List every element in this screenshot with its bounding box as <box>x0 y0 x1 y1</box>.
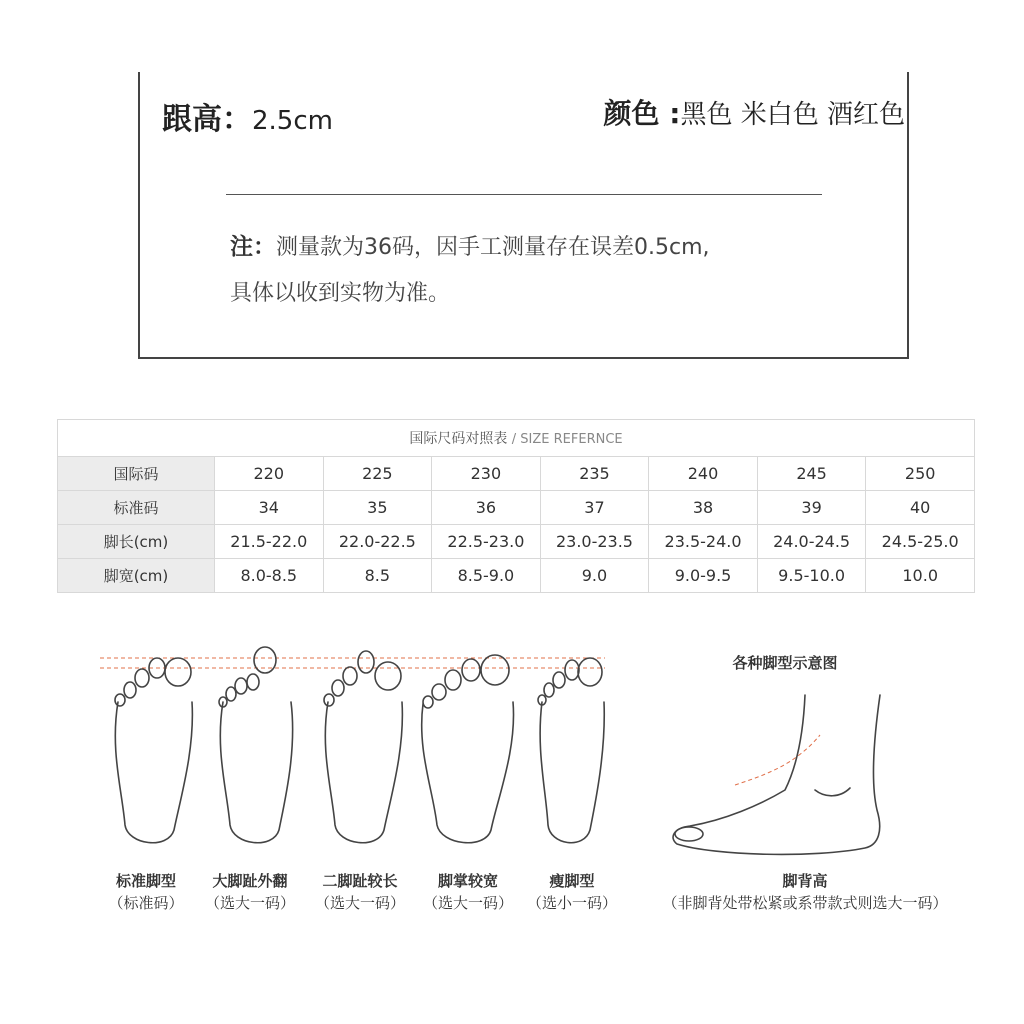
table-cell: 24.5-25.0 <box>866 525 975 559</box>
foot-type-advice: （选小一码） <box>526 894 617 912</box>
row-label: 国际码 <box>58 457 215 491</box>
foot-wide-icon <box>422 655 514 843</box>
size-table-title-cn: 国际尺码对照表 <box>409 431 508 447</box>
table-cell: 250 <box>866 457 975 491</box>
table-row-intl-size <box>58 457 975 491</box>
table-cell: 220 <box>215 457 324 491</box>
table-cell: 38 <box>649 491 758 525</box>
foot-type-name: 瘦脚型 <box>549 872 595 890</box>
row-label: 标准码 <box>58 491 215 525</box>
table-cell: 23.0-23.5 <box>540 525 649 559</box>
table-row-foot-length <box>58 525 975 559</box>
foot-standard-icon <box>115 658 192 843</box>
table-cell: 36 <box>432 491 541 525</box>
foot-type-name: 脚掌较宽 <box>437 872 498 890</box>
note-line-1: 测量款为36码，因手工测量存在误差0.5cm, <box>276 235 710 260</box>
foot-type-advice: （选大一码） <box>422 894 513 912</box>
table-cell: 8.5 <box>323 559 432 593</box>
foot-bunion-icon <box>219 647 293 843</box>
table-cell: 37 <box>540 491 649 525</box>
size-table-title <box>58 420 975 457</box>
foot-long-second-toe-icon <box>324 651 402 843</box>
table-cell: 39 <box>757 491 866 525</box>
table-cell: 9.5-10.0 <box>757 559 866 593</box>
heel-height <box>162 94 333 138</box>
table-cell: 230 <box>432 457 541 491</box>
foot-types-title: 各种脚型示意图 <box>732 654 838 672</box>
table-cell: 225 <box>323 457 432 491</box>
foot-type-name: 标准脚型 <box>115 872 176 890</box>
table-cell: 8.5-9.0 <box>432 559 541 593</box>
table-row-std-size <box>58 491 975 525</box>
foot-slim-icon <box>538 658 604 843</box>
table-cell: 8.0-8.5 <box>215 559 324 593</box>
table-cell: 21.5-22.0 <box>215 525 324 559</box>
heel-height-value: 2.5cm <box>252 106 333 136</box>
foot-type-advice: （选大一码） <box>314 894 405 912</box>
table-row-foot-width <box>58 559 975 593</box>
foot-types-illustration <box>95 640 925 860</box>
table-cell: 9.0 <box>540 559 649 593</box>
table-cell: 34 <box>215 491 324 525</box>
table-cell: 10.0 <box>866 559 975 593</box>
table-cell: 240 <box>649 457 758 491</box>
foot-type-advice: （选大一码） <box>204 894 295 912</box>
row-label: 脚宽(cm) <box>58 559 215 593</box>
row-label: 脚长(cm) <box>58 525 215 559</box>
table-cell: 35 <box>323 491 432 525</box>
color-label: 颜色 : <box>603 97 681 130</box>
high-instep-advice: （非脚背处带松紧或系带款式则选大一码） <box>662 894 948 912</box>
size-reference-table <box>57 419 975 593</box>
color-value: 黑色 米白色 酒红色 <box>680 100 905 130</box>
color-options <box>604 92 905 132</box>
table-cell: 245 <box>757 457 866 491</box>
note-line-2: 具体以收到实物为准。 <box>230 281 451 306</box>
table-cell: 24.0-24.5 <box>757 525 866 559</box>
foot-high-instep-icon <box>673 695 880 854</box>
table-cell: 22.5-23.0 <box>432 525 541 559</box>
table-cell: 23.5-24.0 <box>649 525 758 559</box>
divider <box>226 194 822 195</box>
table-cell: 22.0-22.5 <box>323 525 432 559</box>
product-info-box <box>138 72 909 359</box>
table-cell: 40 <box>866 491 975 525</box>
foot-type-name: 二脚趾较长 <box>322 872 398 890</box>
table-cell: 9.0-9.5 <box>649 559 758 593</box>
instep-guide-line <box>735 735 820 785</box>
measurement-note <box>230 224 710 317</box>
foot-type-name: 大脚趾外翻 <box>212 872 288 890</box>
foot-type-advice: （标准码） <box>108 894 184 912</box>
size-table-title-en: / SIZE REFERNCE <box>511 432 623 447</box>
note-label: 注： <box>230 234 276 260</box>
table-cell: 235 <box>540 457 649 491</box>
heel-height-label: 跟高： <box>162 102 252 137</box>
high-instep-name: 脚背高 <box>782 872 828 890</box>
